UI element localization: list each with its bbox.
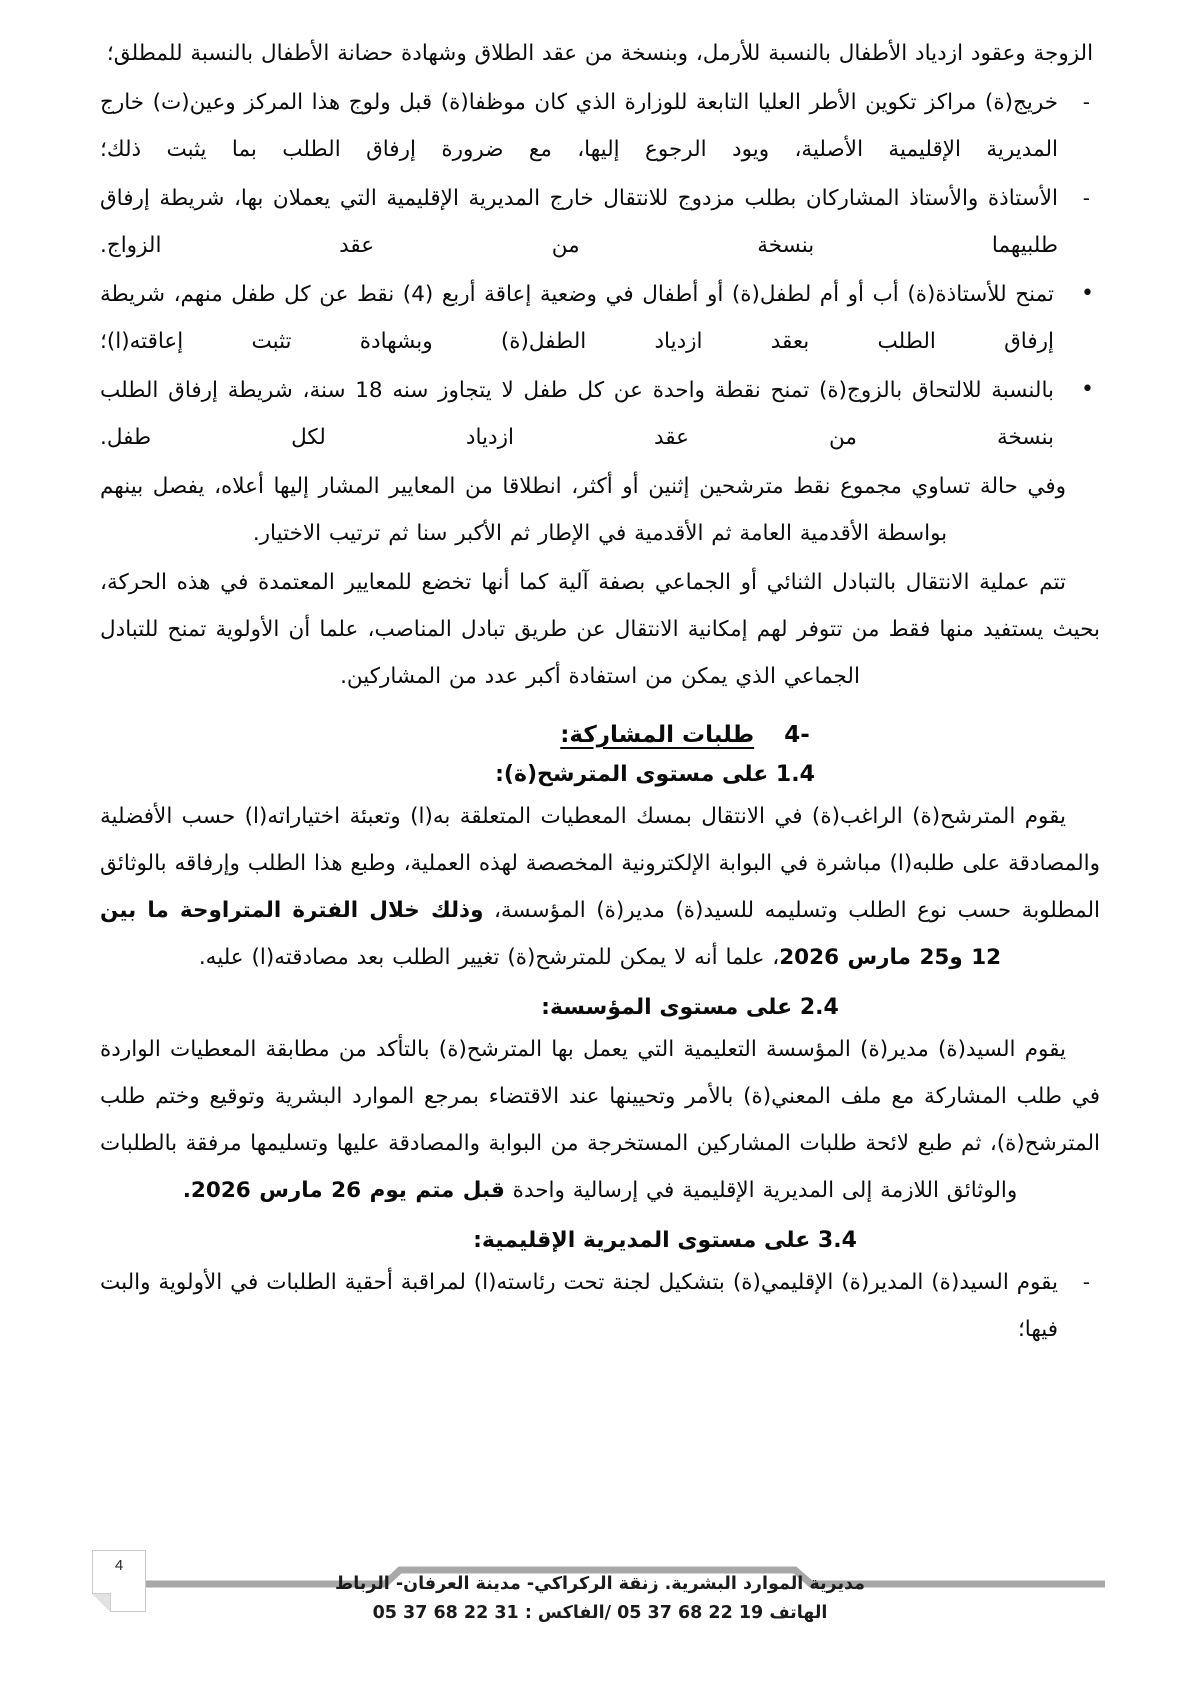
subsection-heading-3-4: 3.4 على مستوى المديرية الإقليمية:	[473, 1228, 857, 1253]
list-item	[100, 175, 1100, 269]
section-number: -4	[784, 722, 810, 748]
dash-marker: -	[1082, 1270, 1090, 1294]
paragraph-candidate-level	[100, 793, 1100, 981]
footer-phone-fax: الهاتف 19 22 68 37 05 /الفاكس : 31 22 68 37 05	[372, 1603, 828, 1623]
bullet-marker: •	[1081, 377, 1094, 402]
run-text: يقوم المترشح(ة) الراغب(ة) في الانتقال بمسك المعطيات المتعلقة به(ا) وتعبئة اختياراته(ا) حسب الأفضلية والمصادقة على طلبه(ا) مباشرة في البوابة الإلكترونية المخصصة لهذه العملية، وطبع هذا الطلب وإرفاقه بالوثائق المطلوبة حسب نوع الطلب وتسليمه للسيد(ة) مدير(ة) المؤسسة،	[100, 804, 1100, 923]
paragraph-exchange: تتم عملية الانتقال بالتبادل الثنائي أو الجماعي بصفة آلية كما أنها تخضع للمعايير المعتمدة في هذه الحركة، بحيث يستفيد منها فقط من تتوفر لهم إمكانية الانتقال عن طريق تبادل المناصب، علما أن الأولوية تمنح للتبادل الجماعي الذي يمكن من استفادة أكبر عدد من المشاركين.	[100, 570, 1100, 689]
section-heading-4	[100, 722, 1100, 748]
dash-marker: -	[1082, 186, 1090, 210]
section-title: طلبات المشاركة:	[560, 722, 755, 748]
run-text: يقوم السيد(ة) مدير(ة) المؤسسة التعليمية التي يعمل بها المترشح(ة) بالتأكد من مطابقة المعطيات الواردة في طلب المشاركة مع ملف المعني(ة) بالأمر وتحيينها عند الاقتضاء بمرجع الموارد البشرية وتوقيع وختم طلب المترشح(ة)، ثم طبع لائحة طلبات المشاركين المستخرجة من البوابة والمصادقة عليها وتسليمها مرفقة بالطلبات والوثائق اللازمة إلى المديرية الإقليمية في إرسالية واحدة	[100, 1037, 1100, 1203]
list-item-text: الأستاذة والأستاذ المشاركان بطلب مزدوج للانتقال خارج المديرية الإقليمية التي يعملان بها، شريطة إرفاق طلبيهما بنسخة من عقد الزواج.	[100, 186, 1058, 258]
page-number: 4	[114, 1557, 124, 1574]
run-bold-period: وذلك خلال الفترة المتراوحة ما بين 12 و25 مارس 2026	[100, 898, 1002, 970]
list-item-text: خريج(ة) مراكز تكوين الأطر العليا التابعة للوزارة الذي كان موظفا(ة) قبل ولوج هذا المركز وعين(ت) خارج المديرية الإقليمية الأصلية، ويود الرجوع إليها، مع ضرورة إرفاق الطلب بما يثبت ذلك؛	[100, 90, 1058, 162]
document-body	[100, 30, 1100, 1355]
list-item	[100, 271, 1100, 365]
list-item-text: تمنح للأستاذة(ة) أب أو أم لطفل(ة) أو أطفال في وضعية إعاقة أربع (4) نقط عن كل طفل منهم، شريطة إرفاق الطلب بعقد ازدياد الطفل(ة) وبشهادة تثبت إعاقته(ا)؛	[100, 282, 1054, 354]
bullet-marker: •	[1081, 281, 1094, 306]
paragraph-institution-level	[100, 1026, 1100, 1214]
list-item	[100, 1259, 1100, 1353]
subsection-heading-1-4: 1.4 على مستوى المترشح(ة):	[495, 762, 815, 787]
list-item-text: يقوم السيد(ة) المدير(ة) الإقليمي(ة) بتشكيل لجنة تحت رئاسته(ا) لمراقبة أحقية الطلبات في الأولوية والبت فيها؛	[100, 1270, 1058, 1342]
run-bold-deadline: قبل متم يوم 26 مارس 2026.	[182, 1178, 505, 1203]
list-item	[100, 367, 1100, 461]
footer-contact-block	[0, 1570, 1200, 1628]
run-text-tail: ، علما أنه لا يمكن للمترشح(ة) تغيير الطلب بعد مصادقته(ا) عليه.	[198, 945, 780, 970]
list-item	[100, 79, 1100, 173]
paragraph-continuation: الزوجة وعقود ازدياد الأطفال بالنسبة للأرمل، وبنسخة من عقد الطلاق وشهادة حضانة الأطفال بالنسبة للمطلق؛	[106, 41, 1094, 66]
footer-address: مديرية الموارد البشرية. زنقة الركراكي- مدينة العرفان- الرباط	[335, 1574, 865, 1594]
subsection-heading-2-4: 2.4 على مستوى المؤسسة:	[541, 995, 839, 1020]
page-number-box	[92, 1550, 146, 1612]
page-footer	[0, 1544, 1200, 1674]
folded-corner-icon	[92, 1593, 111, 1612]
dash-marker: -	[1082, 90, 1090, 114]
list-item-text: بالنسبة للالتحاق بالزوج(ة) تمنح نقطة واحدة عن كل طفل لا يتجاوز سنه 18 سنة، شريطة إرفاق الطلب بنسخة من عقد ازدياد لكل طفل.	[100, 378, 1055, 450]
paragraph-tie-break: وفي حالة تساوي مجموع نقط مترشحين إثنين أو أكثر، انطلاقا من المعايير المشار إليها أعلاه، يفصل بينهم بواسطة الأقدمية العامة ثم الأقدمية في الإطار ثم الأكبر سنا ثم ترتيب الاختيار.	[100, 474, 1066, 546]
